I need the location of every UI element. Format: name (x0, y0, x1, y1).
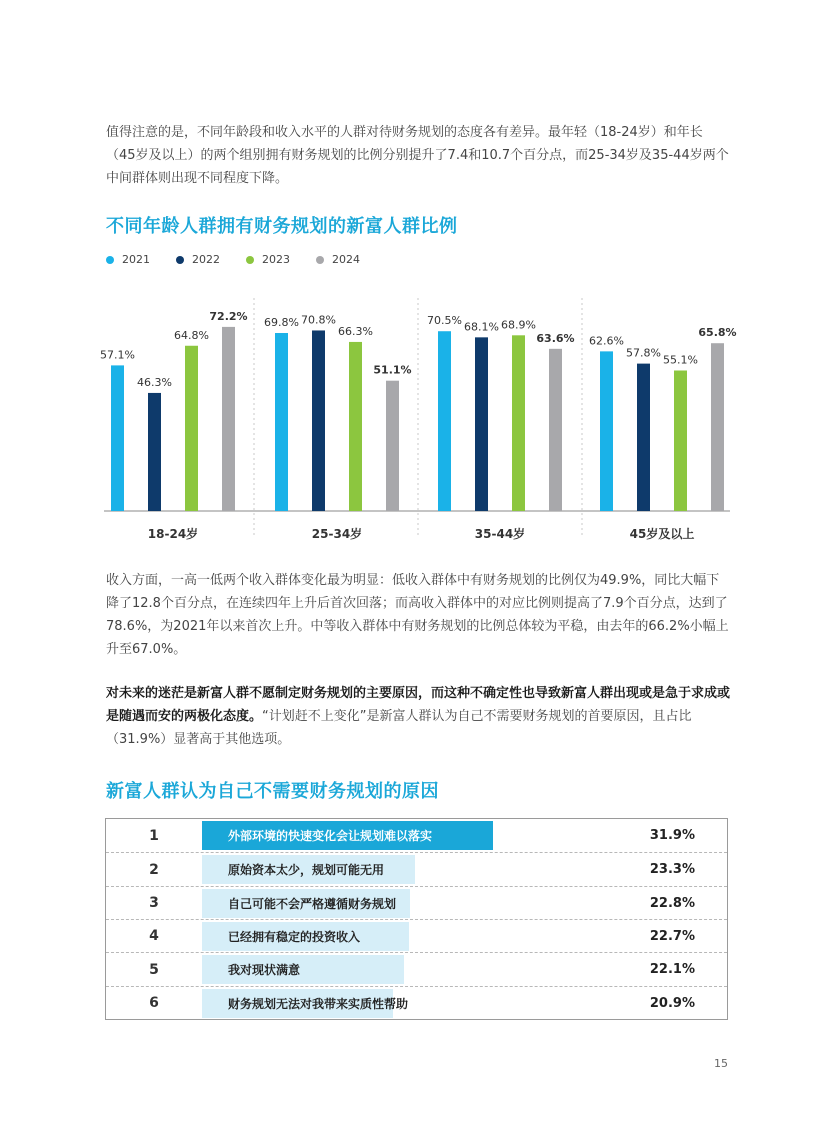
bar-2024-2 (549, 349, 562, 511)
chart-title: 不同年龄人群拥有财务规划的新富人群比例 (106, 216, 458, 237)
bar-value-label: 70.5% (427, 314, 462, 328)
reason-value: 22.1% (649, 962, 695, 978)
reason-value: 23.3% (649, 862, 695, 878)
bar-value-label: 55.1% (663, 353, 698, 367)
legend-label: 2023 (262, 253, 290, 266)
bar-2022-3 (637, 364, 650, 511)
bar-2023-2 (512, 335, 525, 511)
reason-label: 自己可能不会严格遵循财务规划 (228, 896, 397, 911)
bar-2023-0 (185, 346, 198, 511)
bar-value-label: 65.8% (698, 326, 737, 340)
legend-label: 2022 (192, 253, 220, 266)
table-row (106, 819, 727, 852)
reason-label: 已经拥有稳定的投资收入 (228, 929, 361, 944)
category-label: 18-24岁 (147, 527, 199, 541)
bar-2024-0 (222, 327, 235, 511)
reasons-table (105, 818, 728, 1020)
bar-2022-1 (312, 330, 325, 511)
reason-paragraph-rest: “计划赶不上变化”是新富人群认为自己不需要财务规划的首要原因，且占比（31.9%）显著高于其他选项。 (106, 709, 692, 747)
reason-rank: 4 (149, 928, 159, 945)
reason-value: 31.9% (649, 828, 695, 843)
bar-2023-3 (674, 370, 687, 511)
bar-2024-3 (711, 343, 724, 511)
legend-label: 2021 (122, 253, 150, 266)
reason-paragraph (106, 682, 730, 751)
legend-label: 2024 (332, 253, 360, 266)
reason-rank: 2 (149, 861, 159, 878)
category-label: 25-34岁 (311, 527, 363, 541)
bar-value-label: 68.1% (464, 320, 499, 334)
age-group-bar-chart (0, 0, 816, 560)
bar-value-label: 70.8% (301, 313, 336, 327)
intro-paragraph: 值得注意的是，不同年龄段和收入水平的人群对待财务规划的态度各有差异。最年轻（18-24岁）和年长（45岁及以上）的两个组别拥有财务规划的比例分别提升了7.4和10.7个百分点，而25-34岁及35-44岁两个中间群体则出现不同程度下降。 (106, 125, 729, 186)
reason-label: 财务规划无法对我带来实质性帮助 (228, 996, 409, 1011)
bar-value-label: 72.2% (209, 309, 248, 323)
table-row (106, 919, 727, 953)
bar-2021-3 (600, 351, 613, 511)
table-row (106, 852, 727, 886)
page-number: 15 (714, 1057, 728, 1070)
reason-label: 我对现状满意 (228, 963, 301, 978)
bar-2021-2 (438, 331, 451, 511)
table-row (106, 952, 727, 986)
table-title: 新富人群认为自己不需要财务规划的原因 (106, 781, 439, 802)
bar-2021-0 (111, 365, 124, 511)
bar-value-label: 63.6% (536, 331, 575, 345)
bar-value-label: 57.1% (100, 348, 135, 362)
reason-value: 22.8% (649, 895, 695, 911)
reason-label: 原始资本太少，规划可能无用 (228, 863, 385, 878)
reason-value: 20.9% (649, 995, 695, 1011)
bar-value-label: 57.8% (626, 346, 661, 360)
reason-rank: 3 (149, 895, 159, 912)
category-label: 45岁及以上 (629, 527, 695, 541)
bar-2022-0 (148, 393, 161, 511)
bar-value-label: 46.3% (137, 375, 172, 389)
reason-rank: 6 (149, 995, 159, 1011)
bar-2021-1 (275, 333, 288, 511)
bar-2022-2 (475, 337, 488, 511)
reason-rank: 5 (149, 961, 159, 978)
bar-value-label: 62.6% (589, 334, 624, 348)
income-paragraph: 收入方面，一高一低两个收入群体变化最为明显：低收入群体中有财务规划的比例仅为49.9%，同比大幅下降了12.8个百分点，在连续四年上升后首次回落；而高收入群体中的对应比例则提高了7.9个百分点，达到了78.6%，为2021年以来首次上升。中等收入群体中有财务规划的比例总体较为平稳，由去年的66.2%小幅上升至67.0%。 (106, 573, 729, 657)
bar-value-label: 66.3% (338, 324, 373, 338)
bar-value-label: 64.8% (174, 328, 209, 342)
bar-value-label: 51.1% (373, 363, 412, 377)
bar-2024-1 (386, 381, 399, 511)
table-row (106, 886, 727, 920)
reason-label: 外部环境的快速变化会让规划难以落实 (228, 829, 433, 843)
bar-value-label: 68.9% (501, 318, 536, 332)
table-row (106, 986, 727, 1020)
bar-value-label: 69.8% (264, 316, 299, 330)
reason-paragraph-bold: 对未来的迷茫是新富人群不愿制定财务规划的主要原因，而这种不确定性也导致新富人群出现或是急于求成或是随遇而安的两极化态度。 (106, 686, 731, 724)
bar-2023-1 (349, 342, 362, 511)
reason-rank: 1 (149, 827, 159, 844)
category-label: 35-44岁 (474, 527, 526, 541)
reason-value: 22.7% (649, 928, 695, 944)
